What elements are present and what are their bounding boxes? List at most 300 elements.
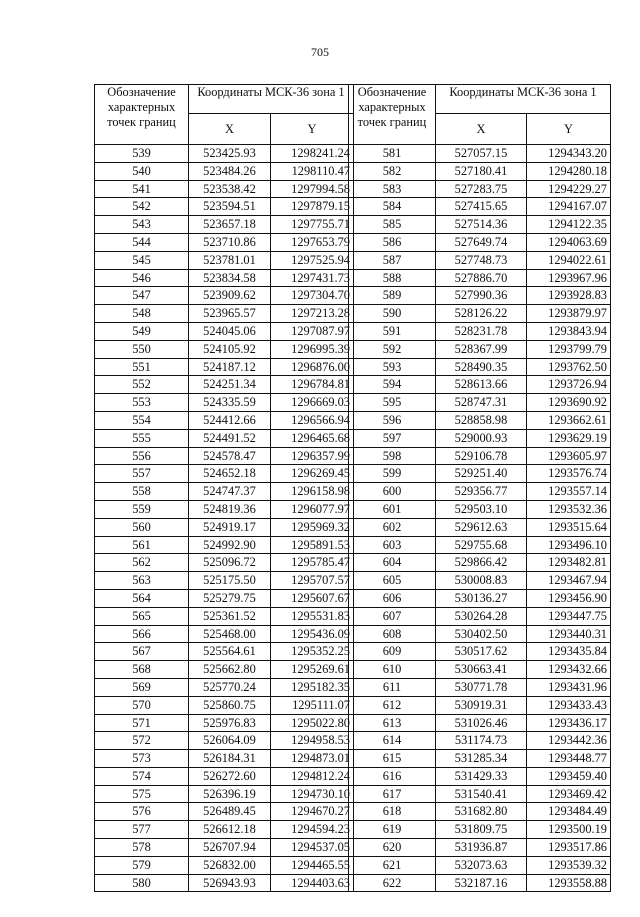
y-coordinate: 1293928.83 <box>527 287 611 305</box>
x-coordinate: 524992.90 <box>189 536 271 554</box>
table-row <box>95 607 354 625</box>
table-row <box>349 661 611 679</box>
x-coordinate: 528747.31 <box>436 394 527 412</box>
table-row <box>349 180 611 198</box>
table-row <box>349 856 611 874</box>
y-coordinate: 1293435.84 <box>527 643 611 661</box>
y-coordinate: 1293662.61 <box>527 411 611 429</box>
y-coordinate: 1298110.47 <box>271 162 354 180</box>
y-coordinate: 1295352.25 <box>271 643 354 661</box>
x-coordinate: 525175.50 <box>189 572 271 590</box>
x-coordinate: 530402.50 <box>436 625 527 643</box>
x-coordinate: 526064.09 <box>189 732 271 750</box>
x-coordinate: 526272.60 <box>189 767 271 785</box>
y-coordinate: 1297879.15 <box>271 198 354 216</box>
table-row <box>349 216 611 234</box>
x-coordinate: 525096.72 <box>189 554 271 572</box>
y-coordinate: 1294022.61 <box>527 251 611 269</box>
table-row <box>95 180 354 198</box>
table-row <box>95 678 354 696</box>
y-coordinate: 1296465.68 <box>271 429 354 447</box>
x-coordinate: 528367.99 <box>436 340 527 358</box>
point-number: 620 <box>349 839 436 857</box>
point-number: 548 <box>95 305 189 323</box>
table-row <box>95 767 354 785</box>
table-row <box>349 447 611 465</box>
table-row <box>95 358 354 376</box>
point-number: 554 <box>95 411 189 429</box>
table-row <box>349 198 611 216</box>
y-coordinate: 1293431.96 <box>527 678 611 696</box>
y-coordinate: 1294873.01 <box>271 750 354 768</box>
table-row <box>349 322 611 340</box>
x-coordinate: 526612.18 <box>189 821 271 839</box>
x-coordinate: 526396.19 <box>189 785 271 803</box>
coordinates-table-right <box>348 84 611 892</box>
point-number: 545 <box>95 251 189 269</box>
x-coordinate: 529356.77 <box>436 483 527 501</box>
point-number: 541 <box>95 180 189 198</box>
x-coordinate: 528126.22 <box>436 305 527 323</box>
table-row <box>95 696 354 714</box>
x-coordinate: 531026.46 <box>436 714 527 732</box>
x-coordinate: 530264.28 <box>436 607 527 625</box>
x-coordinate: 523657.18 <box>189 216 271 234</box>
y-coordinate: 1294958.53 <box>271 732 354 750</box>
x-coordinate: 527649.74 <box>436 233 527 251</box>
y-coordinate: 1293436.17 <box>527 714 611 732</box>
x-coordinate: 532187.16 <box>436 874 527 892</box>
y-coordinate: 1294537.05 <box>271 839 354 857</box>
x-coordinate: 524105.92 <box>189 340 271 358</box>
table-row <box>95 287 354 305</box>
table-row <box>95 305 354 323</box>
table-row <box>95 518 354 536</box>
table-row <box>95 429 354 447</box>
y-coordinate: 1293442.36 <box>527 732 611 750</box>
point-number: 570 <box>95 696 189 714</box>
y-coordinate: 1294122.35 <box>527 216 611 234</box>
y-coordinate: 1296876.00 <box>271 358 354 376</box>
table-row <box>349 643 611 661</box>
table-row <box>349 394 611 412</box>
y-coordinate: 1294229.27 <box>527 180 611 198</box>
table-body-left <box>95 145 354 892</box>
table-row <box>349 589 611 607</box>
point-number: 542 <box>95 198 189 216</box>
table-row <box>349 607 611 625</box>
table-row <box>349 340 611 358</box>
table-row <box>95 874 354 892</box>
y-coordinate: 1293467.94 <box>527 572 611 590</box>
y-coordinate: 1293496.10 <box>527 536 611 554</box>
point-number: 555 <box>95 429 189 447</box>
y-coordinate: 1295182.35 <box>271 678 354 696</box>
x-coordinate: 528858.98 <box>436 411 527 429</box>
x-coordinate: 527514.36 <box>436 216 527 234</box>
table-row <box>349 839 611 857</box>
table-row <box>349 251 611 269</box>
y-coordinate: 1293459.40 <box>527 767 611 785</box>
table-row <box>349 678 611 696</box>
table-row <box>95 269 354 287</box>
point-number: 572 <box>95 732 189 750</box>
point-number: 568 <box>95 661 189 679</box>
table-row <box>349 572 611 590</box>
point-number: 601 <box>349 500 436 518</box>
table-row <box>95 821 354 839</box>
table-row <box>95 233 354 251</box>
point-number: 553 <box>95 394 189 412</box>
table-row <box>95 145 354 163</box>
x-coordinate: 525279.75 <box>189 589 271 607</box>
y-coordinate: 1295436.09 <box>271 625 354 643</box>
y-coordinate: 1296995.39 <box>271 340 354 358</box>
coordinates-table-left <box>94 84 354 892</box>
point-number: 586 <box>349 233 436 251</box>
y-coordinate: 1295111.07 <box>271 696 354 714</box>
y-coordinate: 1297994.58 <box>271 180 354 198</box>
x-coordinate: 527886.70 <box>436 269 527 287</box>
x-coordinate: 527283.75 <box>436 180 527 198</box>
x-coordinate: 526832.00 <box>189 856 271 874</box>
x-coordinate: 530517.62 <box>436 643 527 661</box>
point-number: 552 <box>95 376 189 394</box>
table-row <box>95 483 354 501</box>
x-coordinate: 526489.45 <box>189 803 271 821</box>
point-number: 573 <box>95 750 189 768</box>
y-coordinate: 1294280.18 <box>527 162 611 180</box>
x-coordinate: 529251.40 <box>436 465 527 483</box>
x-column-header: X <box>189 114 271 145</box>
point-number: 557 <box>95 465 189 483</box>
y-coordinate: 1293440.31 <box>527 625 611 643</box>
page-number: 705 <box>311 45 329 59</box>
point-number: 594 <box>349 376 436 394</box>
x-coordinate: 527415.65 <box>436 198 527 216</box>
point-number: 575 <box>95 785 189 803</box>
point-number: 571 <box>95 714 189 732</box>
table-row <box>95 376 354 394</box>
x-coordinate: 531936.87 <box>436 839 527 857</box>
table-row <box>349 429 611 447</box>
y-coordinate: 1296077.97 <box>271 500 354 518</box>
x-coordinate: 523484.26 <box>189 162 271 180</box>
x-column-header: X <box>436 114 527 145</box>
point-number: 565 <box>95 607 189 625</box>
x-coordinate: 531429.33 <box>436 767 527 785</box>
table-row <box>349 269 611 287</box>
point-number: 608 <box>349 625 436 643</box>
point-number: 550 <box>95 340 189 358</box>
point-number: 605 <box>349 572 436 590</box>
point-number: 564 <box>95 589 189 607</box>
table-row <box>95 732 354 750</box>
table-row <box>349 821 611 839</box>
y-coordinate: 1295269.61 <box>271 661 354 679</box>
y-coordinate: 1293432.66 <box>527 661 611 679</box>
y-coordinate: 1294167.07 <box>527 198 611 216</box>
table-row <box>95 411 354 429</box>
y-coordinate: 1295969.32 <box>271 518 354 536</box>
point-number: 567 <box>95 643 189 661</box>
point-number: 590 <box>349 305 436 323</box>
table-row <box>95 625 354 643</box>
y-coordinate: 1294730.10 <box>271 785 354 803</box>
table-row <box>349 767 611 785</box>
y-column-header: Y <box>271 114 354 145</box>
table-row <box>95 803 354 821</box>
x-coordinate: 529612.63 <box>436 518 527 536</box>
x-coordinate: 531682.80 <box>436 803 527 821</box>
point-number: 551 <box>95 358 189 376</box>
x-coordinate: 528231.78 <box>436 322 527 340</box>
table-row <box>349 376 611 394</box>
table-row <box>349 714 611 732</box>
x-coordinate: 523425.93 <box>189 145 271 163</box>
y-coordinate: 1295531.83 <box>271 607 354 625</box>
x-coordinate: 530008.83 <box>436 572 527 590</box>
point-number: 611 <box>349 678 436 696</box>
point-number: 619 <box>349 821 436 839</box>
x-coordinate: 525860.75 <box>189 696 271 714</box>
x-coordinate: 527748.73 <box>436 251 527 269</box>
point-number: 544 <box>95 233 189 251</box>
y-coordinate: 1293558.88 <box>527 874 611 892</box>
point-number: 604 <box>349 554 436 572</box>
point-number: 618 <box>349 803 436 821</box>
x-coordinate: 525770.24 <box>189 678 271 696</box>
point-number: 602 <box>349 518 436 536</box>
y-coordinate: 1293799.79 <box>527 340 611 358</box>
y-coordinate: 1293762.50 <box>527 358 611 376</box>
y-coordinate: 1293629.19 <box>527 429 611 447</box>
point-number: 591 <box>349 322 436 340</box>
x-coordinate: 524919.17 <box>189 518 271 536</box>
x-coordinate: 524187.12 <box>189 358 271 376</box>
x-coordinate: 529755.68 <box>436 536 527 554</box>
point-number: 593 <box>349 358 436 376</box>
point-number: 577 <box>95 821 189 839</box>
y-coordinate: 1293539.32 <box>527 856 611 874</box>
table-row <box>349 465 611 483</box>
point-number: 589 <box>349 287 436 305</box>
point-number: 587 <box>349 251 436 269</box>
point-number: 603 <box>349 536 436 554</box>
point-number: 560 <box>95 518 189 536</box>
y-coordinate: 1295022.80 <box>271 714 354 732</box>
y-coordinate: 1294812.24 <box>271 767 354 785</box>
table-row <box>95 500 354 518</box>
point-number: 597 <box>349 429 436 447</box>
y-coordinate: 1293879.97 <box>527 305 611 323</box>
y-coordinate: 1297304.70 <box>271 287 354 305</box>
y-coordinate: 1293605.97 <box>527 447 611 465</box>
point-number: 580 <box>95 874 189 892</box>
x-coordinate: 523909.62 <box>189 287 271 305</box>
coordinates-header: Координаты МСК-36 зона 1 <box>189 85 354 114</box>
x-coordinate: 524412.66 <box>189 411 271 429</box>
point-designation-header: Обозначение характерных точек границ <box>95 85 189 145</box>
point-number: 606 <box>349 589 436 607</box>
point-number: 574 <box>95 767 189 785</box>
table-row <box>95 216 354 234</box>
table-row <box>95 536 354 554</box>
point-number: 600 <box>349 483 436 501</box>
x-coordinate: 523710.86 <box>189 233 271 251</box>
x-coordinate: 523965.57 <box>189 305 271 323</box>
y-coordinate: 1296158.98 <box>271 483 354 501</box>
point-number: 622 <box>349 874 436 892</box>
point-number: 562 <box>95 554 189 572</box>
x-coordinate: 530136.27 <box>436 589 527 607</box>
y-coordinate: 1293557.14 <box>527 483 611 501</box>
table-row <box>95 714 354 732</box>
point-number: 576 <box>95 803 189 821</box>
y-coordinate: 1298241.24 <box>271 145 354 163</box>
point-number: 596 <box>349 411 436 429</box>
point-number: 607 <box>349 607 436 625</box>
table-row <box>349 162 611 180</box>
table-row <box>349 411 611 429</box>
y-coordinate: 1295607.67 <box>271 589 354 607</box>
table-row <box>95 856 354 874</box>
table-row <box>95 162 354 180</box>
table-row <box>95 643 354 661</box>
y-coordinate: 1293843.94 <box>527 322 611 340</box>
point-number: 547 <box>95 287 189 305</box>
y-coordinate: 1297213.28 <box>271 305 354 323</box>
y-coordinate: 1297431.73 <box>271 269 354 287</box>
y-coordinate: 1293576.74 <box>527 465 611 483</box>
y-coordinate: 1293500.19 <box>527 821 611 839</box>
x-coordinate: 524251.34 <box>189 376 271 394</box>
table-row <box>95 554 354 572</box>
point-number: 612 <box>349 696 436 714</box>
y-coordinate: 1294594.23 <box>271 821 354 839</box>
x-coordinate: 526707.94 <box>189 839 271 857</box>
table-row <box>95 322 354 340</box>
table-row <box>349 785 611 803</box>
x-coordinate: 527990.36 <box>436 287 527 305</box>
point-number: 615 <box>349 750 436 768</box>
table-row <box>95 251 354 269</box>
y-coordinate: 1297653.79 <box>271 233 354 251</box>
y-coordinate: 1297525.94 <box>271 251 354 269</box>
y-coordinate: 1293690.92 <box>527 394 611 412</box>
point-number: 561 <box>95 536 189 554</box>
coordinates-header: Координаты МСК-36 зона 1 <box>436 85 611 114</box>
x-coordinate: 531540.41 <box>436 785 527 803</box>
y-coordinate: 1293456.90 <box>527 589 611 607</box>
y-coordinate: 1294063.69 <box>527 233 611 251</box>
y-coordinate: 1293433.43 <box>527 696 611 714</box>
y-coordinate: 1293482.81 <box>527 554 611 572</box>
table-row <box>349 233 611 251</box>
point-number: 569 <box>95 678 189 696</box>
table-row <box>95 447 354 465</box>
table-row <box>349 750 611 768</box>
point-number: 539 <box>95 145 189 163</box>
x-coordinate: 524747.37 <box>189 483 271 501</box>
point-number: 609 <box>349 643 436 661</box>
y-coordinate: 1293532.36 <box>527 500 611 518</box>
x-coordinate: 532073.63 <box>436 856 527 874</box>
x-coordinate: 524819.36 <box>189 500 271 518</box>
y-coordinate: 1296566.94 <box>271 411 354 429</box>
x-coordinate: 526184.31 <box>189 750 271 768</box>
table-row <box>95 589 354 607</box>
x-coordinate: 525976.83 <box>189 714 271 732</box>
table-row <box>349 732 611 750</box>
x-coordinate: 529866.42 <box>436 554 527 572</box>
table-row <box>95 340 354 358</box>
y-coordinate: 1293448.77 <box>527 750 611 768</box>
x-coordinate: 528613.66 <box>436 376 527 394</box>
table-row <box>95 661 354 679</box>
x-coordinate: 525468.00 <box>189 625 271 643</box>
table-body-right <box>349 145 611 892</box>
point-number: 540 <box>95 162 189 180</box>
x-coordinate: 524335.59 <box>189 394 271 412</box>
x-coordinate: 531174.73 <box>436 732 527 750</box>
table-row <box>95 198 354 216</box>
table-row <box>95 465 354 483</box>
y-column-header: Y <box>527 114 611 145</box>
y-coordinate: 1294403.63 <box>271 874 354 892</box>
y-coordinate: 1296269.45 <box>271 465 354 483</box>
point-number: 559 <box>95 500 189 518</box>
y-coordinate: 1294343.20 <box>527 145 611 163</box>
x-coordinate: 523538.42 <box>189 180 271 198</box>
point-number: 582 <box>349 162 436 180</box>
y-coordinate: 1294670.27 <box>271 803 354 821</box>
point-number: 546 <box>95 269 189 287</box>
x-coordinate: 529000.93 <box>436 429 527 447</box>
y-coordinate: 1294465.55 <box>271 856 354 874</box>
table-row <box>349 518 611 536</box>
point-number: 556 <box>95 447 189 465</box>
point-number: 617 <box>349 785 436 803</box>
table-row <box>349 625 611 643</box>
x-coordinate: 525564.61 <box>189 643 271 661</box>
y-coordinate: 1296357.99 <box>271 447 354 465</box>
x-coordinate: 529503.10 <box>436 500 527 518</box>
y-coordinate: 1297087.97 <box>271 322 354 340</box>
table-row <box>349 696 611 714</box>
table-row <box>349 500 611 518</box>
point-number: 599 <box>349 465 436 483</box>
point-designation-header: Обозначение характерных точек границ <box>349 85 436 145</box>
x-coordinate: 524652.18 <box>189 465 271 483</box>
x-coordinate: 523834.58 <box>189 269 271 287</box>
point-number: 583 <box>349 180 436 198</box>
x-coordinate: 531285.34 <box>436 750 527 768</box>
table-row <box>349 483 611 501</box>
point-number: 579 <box>95 856 189 874</box>
point-number: 614 <box>349 732 436 750</box>
table-row <box>349 874 611 892</box>
y-coordinate: 1293517.86 <box>527 839 611 857</box>
point-number: 610 <box>349 661 436 679</box>
table-row <box>349 536 611 554</box>
y-coordinate: 1293726.94 <box>527 376 611 394</box>
y-coordinate: 1297755.71 <box>271 216 354 234</box>
point-number: 588 <box>349 269 436 287</box>
y-coordinate: 1293447.75 <box>527 607 611 625</box>
point-number: 549 <box>95 322 189 340</box>
table-row <box>349 358 611 376</box>
